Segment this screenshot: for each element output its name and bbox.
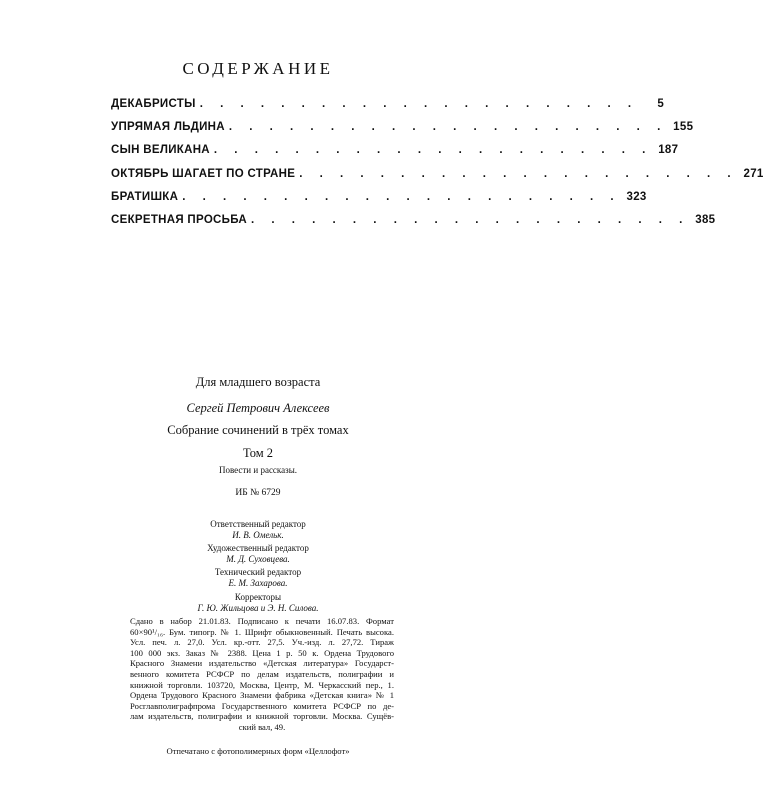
toc-dot-leader: . . . . . . . . . . . . . . . . . . . . . . <box>228 121 668 134</box>
colophon-line: венного комитета РСФСР по делам издательств, полиграфии и <box>130 668 394 679</box>
colophon-line: книжной торговли. 103720, Москва, Центр, М. Черкасский пер., 1. <box>130 679 394 690</box>
toc-item-page: 323 <box>626 190 647 203</box>
toc-item-title: ДЕКАБРИСТЫ <box>111 98 196 110</box>
colophon-line: Усл. печ. л. 27,0. Усл. кр.-отт. 27,5. Уч.-изд. л. 27,72. Тираж <box>130 637 394 648</box>
toc-item <box>111 190 647 214</box>
author-name: Сергей Петрович Алексеев <box>186 401 330 415</box>
colophon-line: Красного Знамени издательство «Детская литература» Государст- <box>130 658 394 669</box>
age-group: Для младшего возраста <box>195 375 321 389</box>
toc-dot-leader: . . . . . . . . . . . . . . . . . . . . . . <box>182 190 621 203</box>
genre-line: Повести и рассказы. <box>218 465 298 475</box>
colophon-line: 100 000 экз. Заказ № 2388. Цена 1 р. 50 к. Ордена Трудового <box>130 647 394 658</box>
toc-item-title: БРАТИШКА <box>111 190 179 203</box>
colophon-line: Сдано в набор 21.01.83. Подписано к печати 16.07.83. Формат <box>130 616 394 626</box>
table-of-contents <box>111 98 764 237</box>
colophon-line: ский вал, 49. <box>238 721 286 732</box>
colophon-line: Росглавполиграфпрома Государственного комитета РСФСР по де- <box>130 700 394 711</box>
toc-item <box>111 98 665 121</box>
toc-item <box>111 213 716 237</box>
credit-role: Технический редактор <box>214 567 302 577</box>
toc-dot-leader: . . . . . . . . . . . . . . . . . . . . . . <box>299 167 738 180</box>
credit-name: М. Д. Суховцева. <box>226 554 290 564</box>
toc-item-page: 271 <box>743 167 764 180</box>
toc-item-page: 187 <box>658 144 679 157</box>
toc-item-page: 155 <box>673 121 694 134</box>
toc-dot-leader: . . . . . . . . . . . . . . . . . . . . . . <box>199 98 639 110</box>
colophon <box>130 616 394 733</box>
credit-role: Корректоры <box>234 592 282 602</box>
series-title: Собрание сочинений в трёх томах <box>167 423 349 437</box>
colophon-line: 60×90¹/₁₆. Бум. типогр. № 1. Шрифт обыкновенный. Печать высока. <box>130 626 394 637</box>
toc-item-page: 5 <box>657 98 665 110</box>
toc-dot-leader: . . . . . . . . . . . . . . . . . . . . . . <box>213 144 653 157</box>
printing-note: Отпечатано с фотополимерных форм «Целлофот» <box>166 746 350 756</box>
credit-name: И. В. Омельк. <box>232 530 284 540</box>
ib-number: ИБ № 6729 <box>235 488 281 498</box>
toc-dot-leader: . . . . . . . . . . . . . . . . . . . . . . <box>250 213 690 226</box>
credit-role: Художественный редактор <box>207 543 309 553</box>
toc-item-page: 385 <box>695 213 716 226</box>
colophon-line: Ордена Трудового Красного Знамени фабрика «Детская книга» № 1 <box>130 690 394 701</box>
toc-title: СОДЕРЖАНИЕ <box>182 59 334 78</box>
toc-item-title: СЕКРЕТНАЯ ПРОСЬБА <box>111 213 247 226</box>
credit-name: Г. Ю. Жильцова и Э. Н. Силова. <box>197 603 319 613</box>
credit-role: Ответственный редактор <box>210 519 306 529</box>
toc-item <box>111 121 694 144</box>
credit-name: Е. М. Захарова. <box>228 578 288 588</box>
toc-item-title: ОКТЯБРЬ ШАГАЕТ ПО СТРАНЕ <box>111 167 296 180</box>
toc-item <box>111 167 764 191</box>
toc-item-title: СЫН ВЕЛИКАНА <box>111 144 210 157</box>
colophon-line: лам издательств, полиграфии и книжной торговли. Москва. Сущёв- <box>130 711 394 722</box>
toc-item-title: УПРЯМАЯ ЛЬДИНА <box>111 121 225 134</box>
toc-item <box>111 144 679 167</box>
volume-number: Том 2 <box>243 446 273 460</box>
